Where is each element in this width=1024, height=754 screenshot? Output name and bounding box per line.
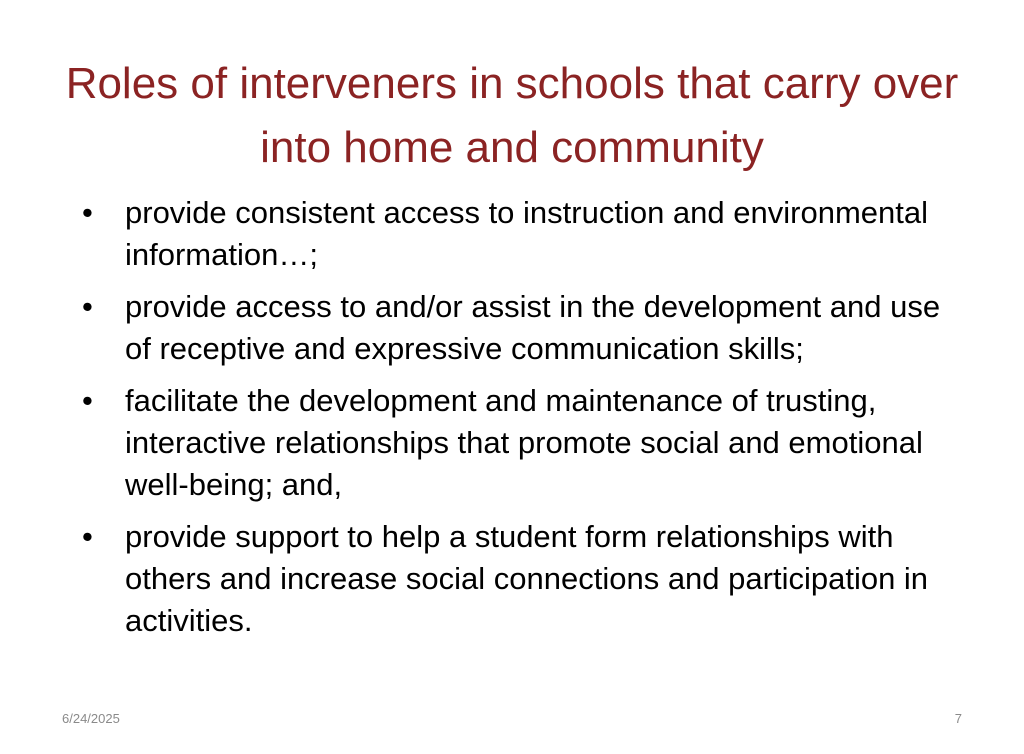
bullet-icon: • [82,289,93,324]
bullet-icon: • [82,383,93,418]
bullet-icon: • [82,519,93,554]
bullet-text: provide consistent access to instruction and environmental information…; [125,195,928,272]
footer-date: 6/24/2025 [62,711,120,726]
slide-title: Roles of interveners in schools that carry over into home and community [65,59,959,172]
bullet-item-2 [82,286,962,370]
bullet-icon: • [82,195,93,230]
bullet-item-4 [82,516,962,642]
bullet-text: provide support to help a student form relationships with others and increase social connections and participation in activities. [125,519,929,638]
bullet-text: provide access to and/or assist in the development and use of receptive and expressive communication skills; [125,289,941,366]
bullet-list [82,192,962,652]
bullet-item-1 [82,192,962,276]
bullet-item-3 [82,380,962,506]
bullet-text: facilitate the development and maintenance of trusting, interactive relationships that promote social and emotional well-being; and, [125,383,923,502]
page-number: 7 [954,711,962,726]
